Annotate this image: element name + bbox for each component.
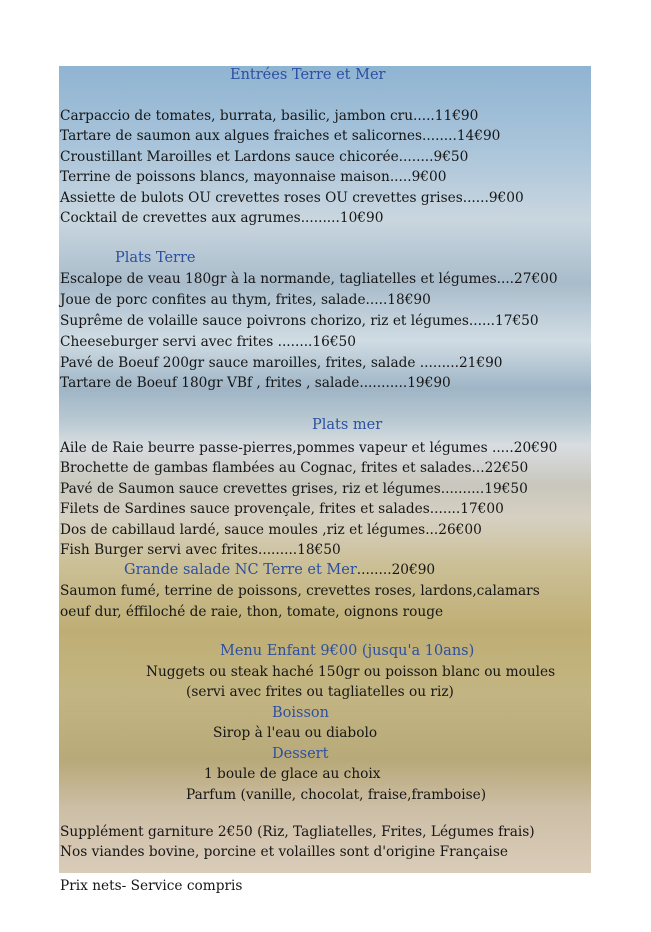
grande-salade-line [124, 561, 435, 579]
menu-item: Aile de Raie beurre passe-pierres,pommes vapeur et légumes .....20€90 [60, 440, 558, 456]
menu-item: Dos de cabillaud lardé, sauce moules ,riz et légumes...26€00 [60, 522, 482, 538]
menu-item: Croustillant Maroilles et Lardons sauce chicorée........9€50 [60, 149, 469, 165]
menu-item: Pavé de Saumon sauce crevettes grises, riz et légumes..........19€50 [60, 481, 528, 497]
boisson-line: Sirop à l'eau ou diabolo [213, 725, 378, 741]
menu-item: Assiette de bulots OU crevettes roses OU crevettes grises......9€00 [60, 190, 524, 206]
section-title-dessert: Dessert [272, 746, 329, 762]
grande-salade-price: ........20€90 [356, 562, 436, 578]
menu-item: Brochette de gambas flambées au Cognac, frites et salades...22€50 [60, 460, 529, 476]
menu-item: Tartare de Boeuf 180gr VBf , frites , salade...........19€90 [60, 375, 451, 391]
menu-item: Cheeseburger servi avec frites ........16€50 [60, 334, 356, 350]
section-title-menu-enfant: Menu Enfant 9€00 (jusqu'a 10ans) [220, 643, 475, 659]
menu-item: Pavé de Boeuf 200gr sauce maroilles, frites, salade .........21€90 [60, 355, 503, 371]
grande-salade-title: Grande salade NC Terre et Mer [124, 562, 357, 578]
grande-salade-desc: oeuf dur, éffiloché de raie, thon, tomate, oignons rouge [60, 604, 444, 620]
grande-salade-desc: Saumon fumé, terrine de poissons, crevettes roses, lardons,calamars [60, 583, 540, 599]
menu-item: Terrine de poissons blancs, mayonnaise maison.....9€00 [60, 169, 447, 185]
menu-enfant-line: Nuggets ou steak haché 150gr ou poisson blanc ou moules [146, 664, 556, 680]
section-title-entrees: Entrées Terre et Mer [230, 67, 386, 83]
menu-item: Fish Burger servi avec frites.........18€50 [60, 542, 341, 558]
note-line: Supplément garniture 2€50 (Riz, Tagliatelles, Frites, Légumes frais) [60, 824, 535, 840]
dessert-line: 1 boule de glace au choix [204, 766, 381, 782]
note-line: Nos viandes bovine, porcine et volailles sont d'origine Française [60, 844, 508, 860]
menu-item: Tartare de saumon aux algues fraiches et salicornes........14€90 [60, 128, 501, 144]
footer-text: Prix nets- Service compris [60, 878, 243, 894]
menu-item: Suprême de volaille sauce poivrons chorizo, riz et légumes......17€50 [60, 313, 539, 329]
menu-item: Escalope de veau 180gr à la normande, tagliatelles et légumes....27€00 [60, 271, 558, 287]
section-title-plats-terre: Plats Terre [115, 250, 196, 266]
menu-item: Filets de Sardines sauce provençale, frites et salades.......17€00 [60, 501, 504, 517]
menu-item: Cocktail de crevettes aux agrumes.........10€90 [60, 210, 384, 226]
section-title-boisson: Boisson [272, 705, 329, 721]
menu-item: Joue de porc confites au thym, frites, salade.....18€90 [60, 292, 431, 308]
dessert-line: Parfum (vanille, chocolat, fraise,framboise) [186, 787, 487, 803]
menu-enfant-line: (servi avec frites ou tagliatelles ou riz) [186, 684, 454, 700]
section-title-plats-mer: Plats mer [312, 417, 383, 433]
menu-item: Carpaccio de tomates, burrata, basilic, jambon cru.....11€90 [60, 108, 479, 124]
